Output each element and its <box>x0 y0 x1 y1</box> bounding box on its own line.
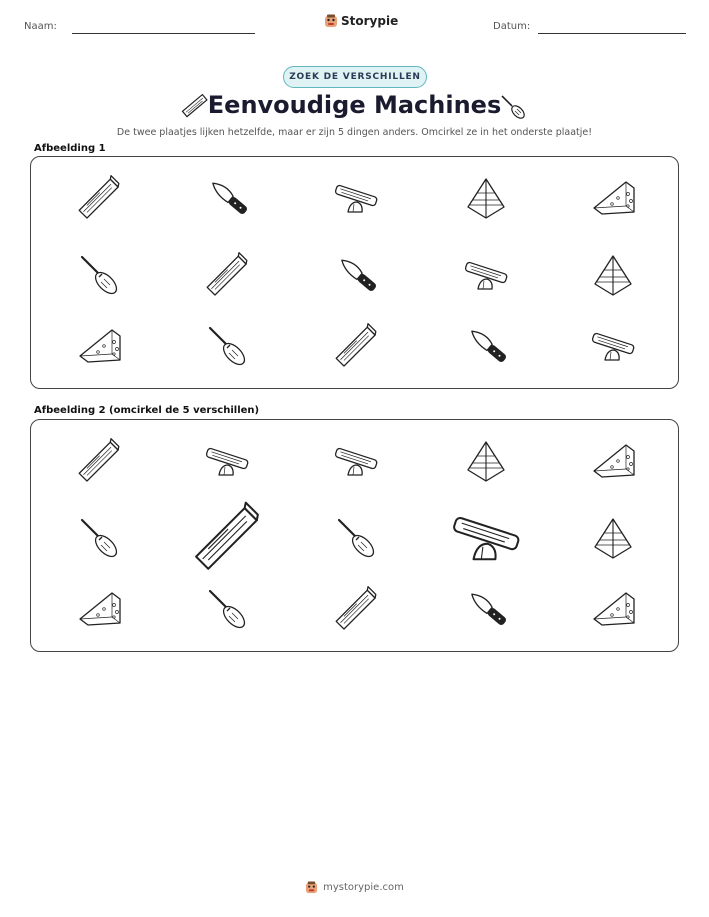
screwdriver-icon <box>498 92 528 122</box>
lever-icon[interactable] <box>202 437 252 487</box>
plank-icon[interactable] <box>74 437 124 487</box>
picture1-label: Afbeelding 1 <box>34 143 106 154</box>
activity-badge: ZOEK DE VERSCHILLEN <box>283 66 427 88</box>
knife-icon[interactable] <box>461 585 511 635</box>
page-title: Eenvoudige Machines <box>207 91 502 119</box>
screwdriver-icon <box>74 251 124 301</box>
brand-name: Storypie <box>341 14 399 28</box>
lever-icon[interactable] <box>447 500 525 578</box>
knife-icon <box>202 174 252 224</box>
footer-url[interactable]: mystorypie.com <box>323 882 404 893</box>
plank-icon <box>331 322 381 372</box>
lever-icon <box>331 174 381 224</box>
lever-icon <box>588 322 638 372</box>
knife-icon <box>331 251 381 301</box>
plank-icon <box>74 174 124 224</box>
pyramid-icon[interactable] <box>461 437 511 487</box>
name-label: Naam: <box>24 21 57 32</box>
knife-icon <box>461 322 511 372</box>
lever-icon <box>461 251 511 301</box>
picture1-panel <box>30 156 679 389</box>
screwdriver-icon <box>202 322 252 372</box>
name-field[interactable] <box>72 33 255 34</box>
wedge-icon <box>588 174 638 224</box>
brand-logo <box>324 14 398 28</box>
footer <box>0 881 709 894</box>
date-field[interactable] <box>538 33 686 34</box>
date-label: Datum: <box>493 21 531 32</box>
wedge-icon[interactable] <box>588 437 638 487</box>
screwdriver-icon[interactable] <box>202 585 252 635</box>
pyramid-icon <box>461 174 511 224</box>
screwdriver-icon[interactable] <box>74 514 124 564</box>
picture2-panel[interactable] <box>30 419 679 652</box>
plank-icon <box>202 251 252 301</box>
wedge-icon[interactable] <box>588 585 638 635</box>
pyramid-icon[interactable] <box>588 514 638 564</box>
storypie-logo-icon <box>324 14 338 28</box>
wedge-icon <box>74 322 124 372</box>
plank-icon[interactable] <box>188 500 266 578</box>
pyramid-icon <box>588 251 638 301</box>
storypie-logo-icon <box>305 881 318 894</box>
picture2-label: Afbeelding 2 (omcirkel de 5 verschillen) <box>34 405 260 416</box>
wedge-icon[interactable] <box>74 585 124 635</box>
lever-icon[interactable] <box>331 437 381 487</box>
screwdriver-icon[interactable] <box>331 514 381 564</box>
instructions: De twee plaatjes lijken hetzelfde, maar er zijn 5 dingen anders. Omcirkel ze in het onderste plaatje! <box>116 127 593 138</box>
plank-icon[interactable] <box>331 585 381 635</box>
